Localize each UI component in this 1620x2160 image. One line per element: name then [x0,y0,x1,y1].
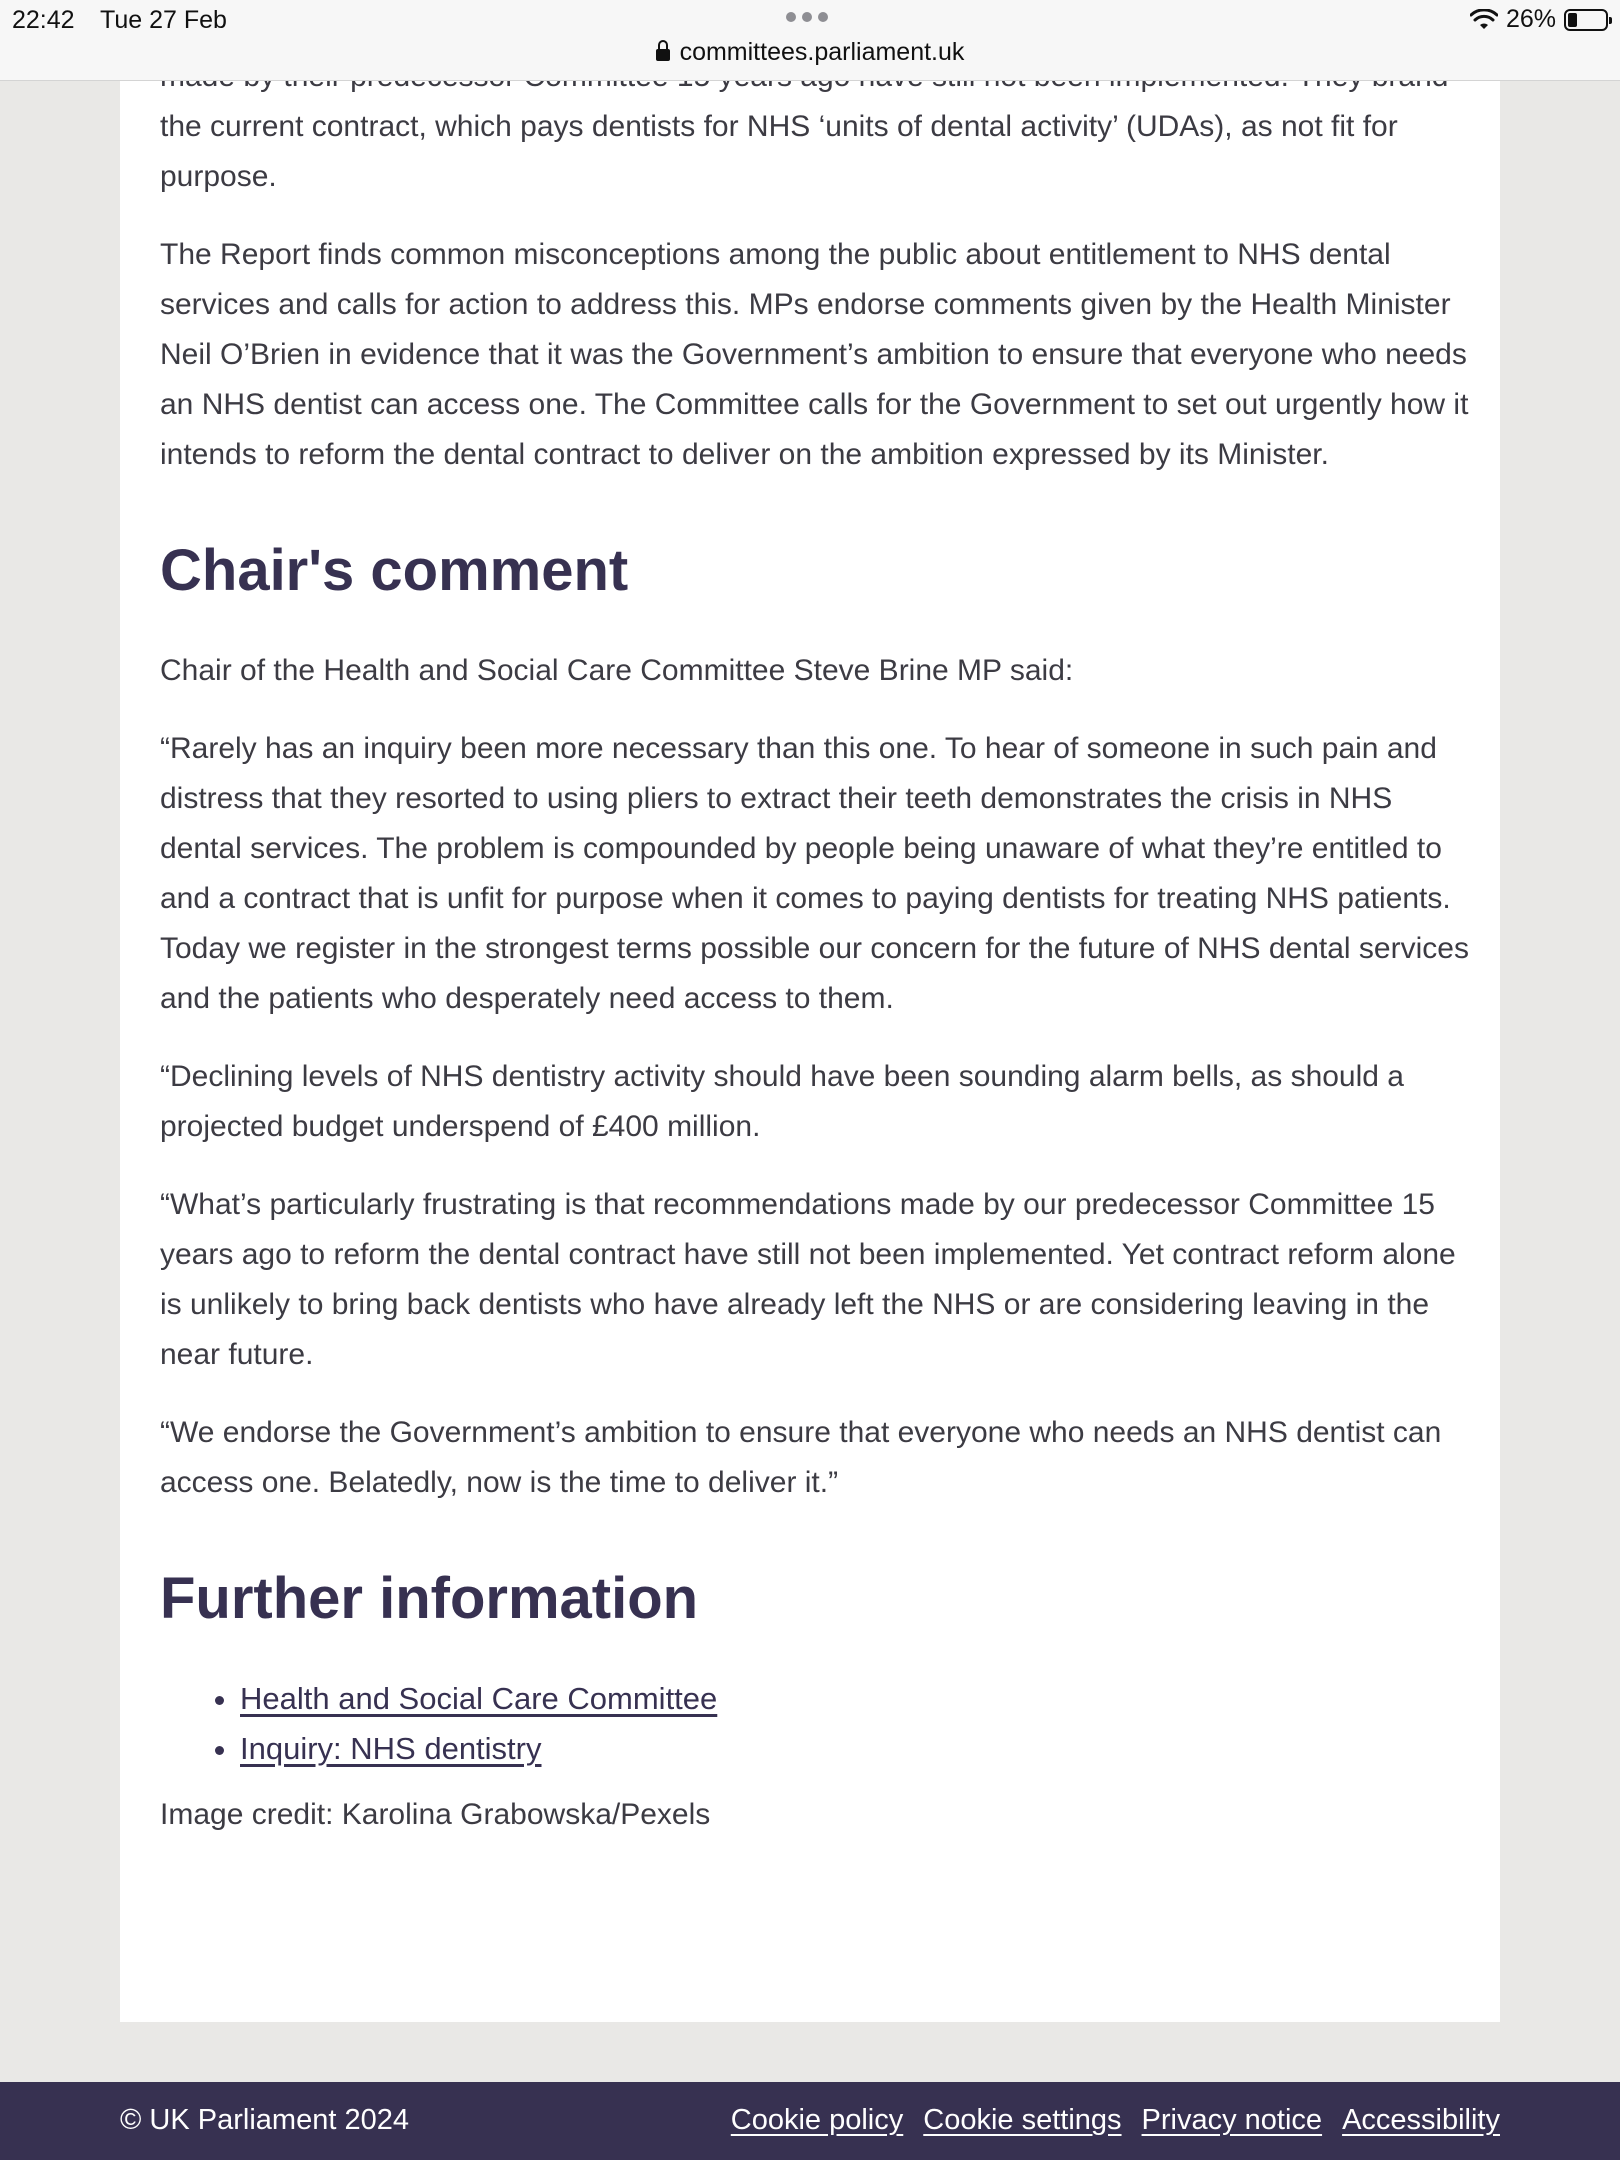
battery-percent: 26% [1505,5,1556,33]
status-bar [0,0,1620,81]
chair-intro: Chair of the Health and Social Care Committee Steve Brine MP said: [160,654,1074,687]
article-paragraph-top-partial: the current contract, which pays dentists for NHS ‘units of dental activity’ (UDAs), as not fit for purpose. [160,110,1398,193]
chair-quote-1: “Rarely has an inquiry been more necessary than this one. To hear of someone in such pain and distress that they resorted to using pliers to extract their teeth demonstrates the crisis in NHS dental services. The problem is compounded by people being unaware of what they’re entitled to and a contract that is unfit for purpose when it comes to paying dentists for treating NHS patients. Today we register in the strongest terms possible our concern for the future of NHS dental services and the patients who desperately need access to them. [160,732,1469,1015]
link-inquiry-nhs-dentistry[interactable]: Inquiry: NHS dentistry [240,1731,542,1766]
footer-links [731,2104,1500,2137]
footer-copyright: © UK Parliament 2024 [120,2104,409,2136]
status-indicators [1470,5,1608,34]
chair-quote-3: “What’s particularly frustrating is that recommendations made by our predecessor Committee 15 years ago to reform the dental contract have still not been implemented. Yet contract reform alone is unlikely to bring back dentists who have already left the NHS or are considering leaving in the near future. [160,1188,1456,1371]
address-url: committees.parliament.uk [679,38,965,66]
further-information-list [160,1674,1480,1774]
battery-level-fill [1568,13,1577,27]
image-credit: Image credit: Karolina Grabowska/Pexels [160,1798,711,1831]
article-card [120,0,1500,2022]
footer-link-cookie-settings[interactable]: Cookie settings [923,2104,1122,2136]
footer-link-privacy-notice[interactable]: Privacy notice [1141,2104,1323,2136]
further-information-heading: Further information [160,1566,699,1631]
wifi-icon [1470,9,1498,31]
list-item [240,1674,1480,1724]
link-health-social-care-committee[interactable]: Health and Social Care Committee [240,1681,718,1716]
chair-quote-4: “We endorse the Government’s ambition to ensure that everyone who needs an NHS dentist can access one. Belatedly, now is the time to deliver it.” [160,1416,1442,1499]
footer-link-cookie-policy[interactable]: Cookie policy [730,2104,904,2136]
chairs-comment-heading: Chair's comment [160,538,629,603]
chair-quote-2: “Declining levels of NHS dentistry activity should have been sounding alarm bells, as should a projected budget underspend of £400 million. [160,1060,1404,1143]
status-time: 22:42 [12,6,75,34]
article-paragraph-report: The Report finds common misconceptions among the public about entitlement to NHS dental services and calls for action to address this. MPs endorse comments given by the Health Minister Neil O’Brien in evidence that it was the Government’s ambition to ensure that everyone who needs an NHS dentist can access one. The Committee calls for the Government to set out urgently how it intends to reform the dental contract to deliver on the ambition expressed by its Minister. [160,238,1469,471]
lock-icon [656,49,670,61]
site-footer [0,2082,1620,2160]
multitasking-dots-icon[interactable] [786,12,828,22]
status-date: Tue 27 Feb [100,6,227,34]
address-bar[interactable] [0,38,1620,67]
article-body [160,52,1480,1868]
battery-icon [1564,9,1608,31]
footer-link-accessibility[interactable]: Accessibility [1342,2104,1500,2136]
list-item [240,1724,1480,1774]
